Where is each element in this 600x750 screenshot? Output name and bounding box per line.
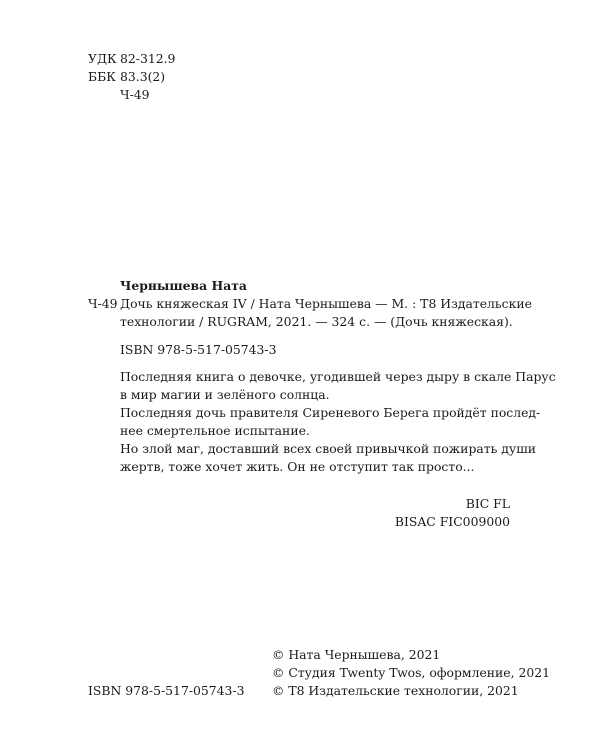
bbk-label: ББК — [88, 69, 116, 84]
bib-description-line: Дочь княжеская IV / Ната Чернышева — М. : Т8 Издательские — [120, 296, 532, 311]
bbk-value: 83.3(2) — [120, 69, 166, 84]
annotation-line: нее смертельное испытание. — [120, 423, 310, 438]
annotation-line: Последняя дочь правителя Сиреневого Берега пройдёт послед- — [120, 405, 541, 420]
udk-row — [88, 49, 175, 68]
udk-label: УДК — [88, 51, 117, 66]
bisac-code: BISAC FIC009000 — [394, 514, 510, 529]
author-heading: Чернышева Ната — [120, 278, 247, 293]
copyright-line: © Студия Twenty Twos, оформление, 2021 — [272, 665, 551, 680]
annotation-line: в мир магии и зелёного солнца. — [120, 387, 330, 402]
bbk-row — [88, 67, 165, 86]
udk-value: 82-312.9 — [120, 51, 176, 66]
bib-author-code: Ч-49 — [88, 296, 118, 311]
author-code: Ч-49 — [120, 87, 150, 102]
annotation-line: Но злой маг, доставший всех своей привычкой пожирать души — [120, 441, 536, 456]
bic-code: BIC FL — [465, 496, 510, 511]
isbn-footer: ISBN 978-5-517-05743-3 — [88, 683, 245, 698]
bib-description-line: технологии / RUGRAM, 2021. — 324 с. — (Дочь княжеская). — [120, 314, 513, 329]
copyright-line: © Т8 Издательские технологии, 2021 — [272, 683, 519, 698]
annotation-line: Последняя книга о девочке, угодившей через дыру в скале Парус — [120, 369, 556, 384]
copyright-line: © Ната Чернышева, 2021 — [272, 647, 441, 662]
isbn: ISBN 978-5-517-05743-3 — [120, 342, 277, 357]
annotation-line: жертв, тоже хочет жить. Он не отступит так просто... — [120, 459, 475, 474]
